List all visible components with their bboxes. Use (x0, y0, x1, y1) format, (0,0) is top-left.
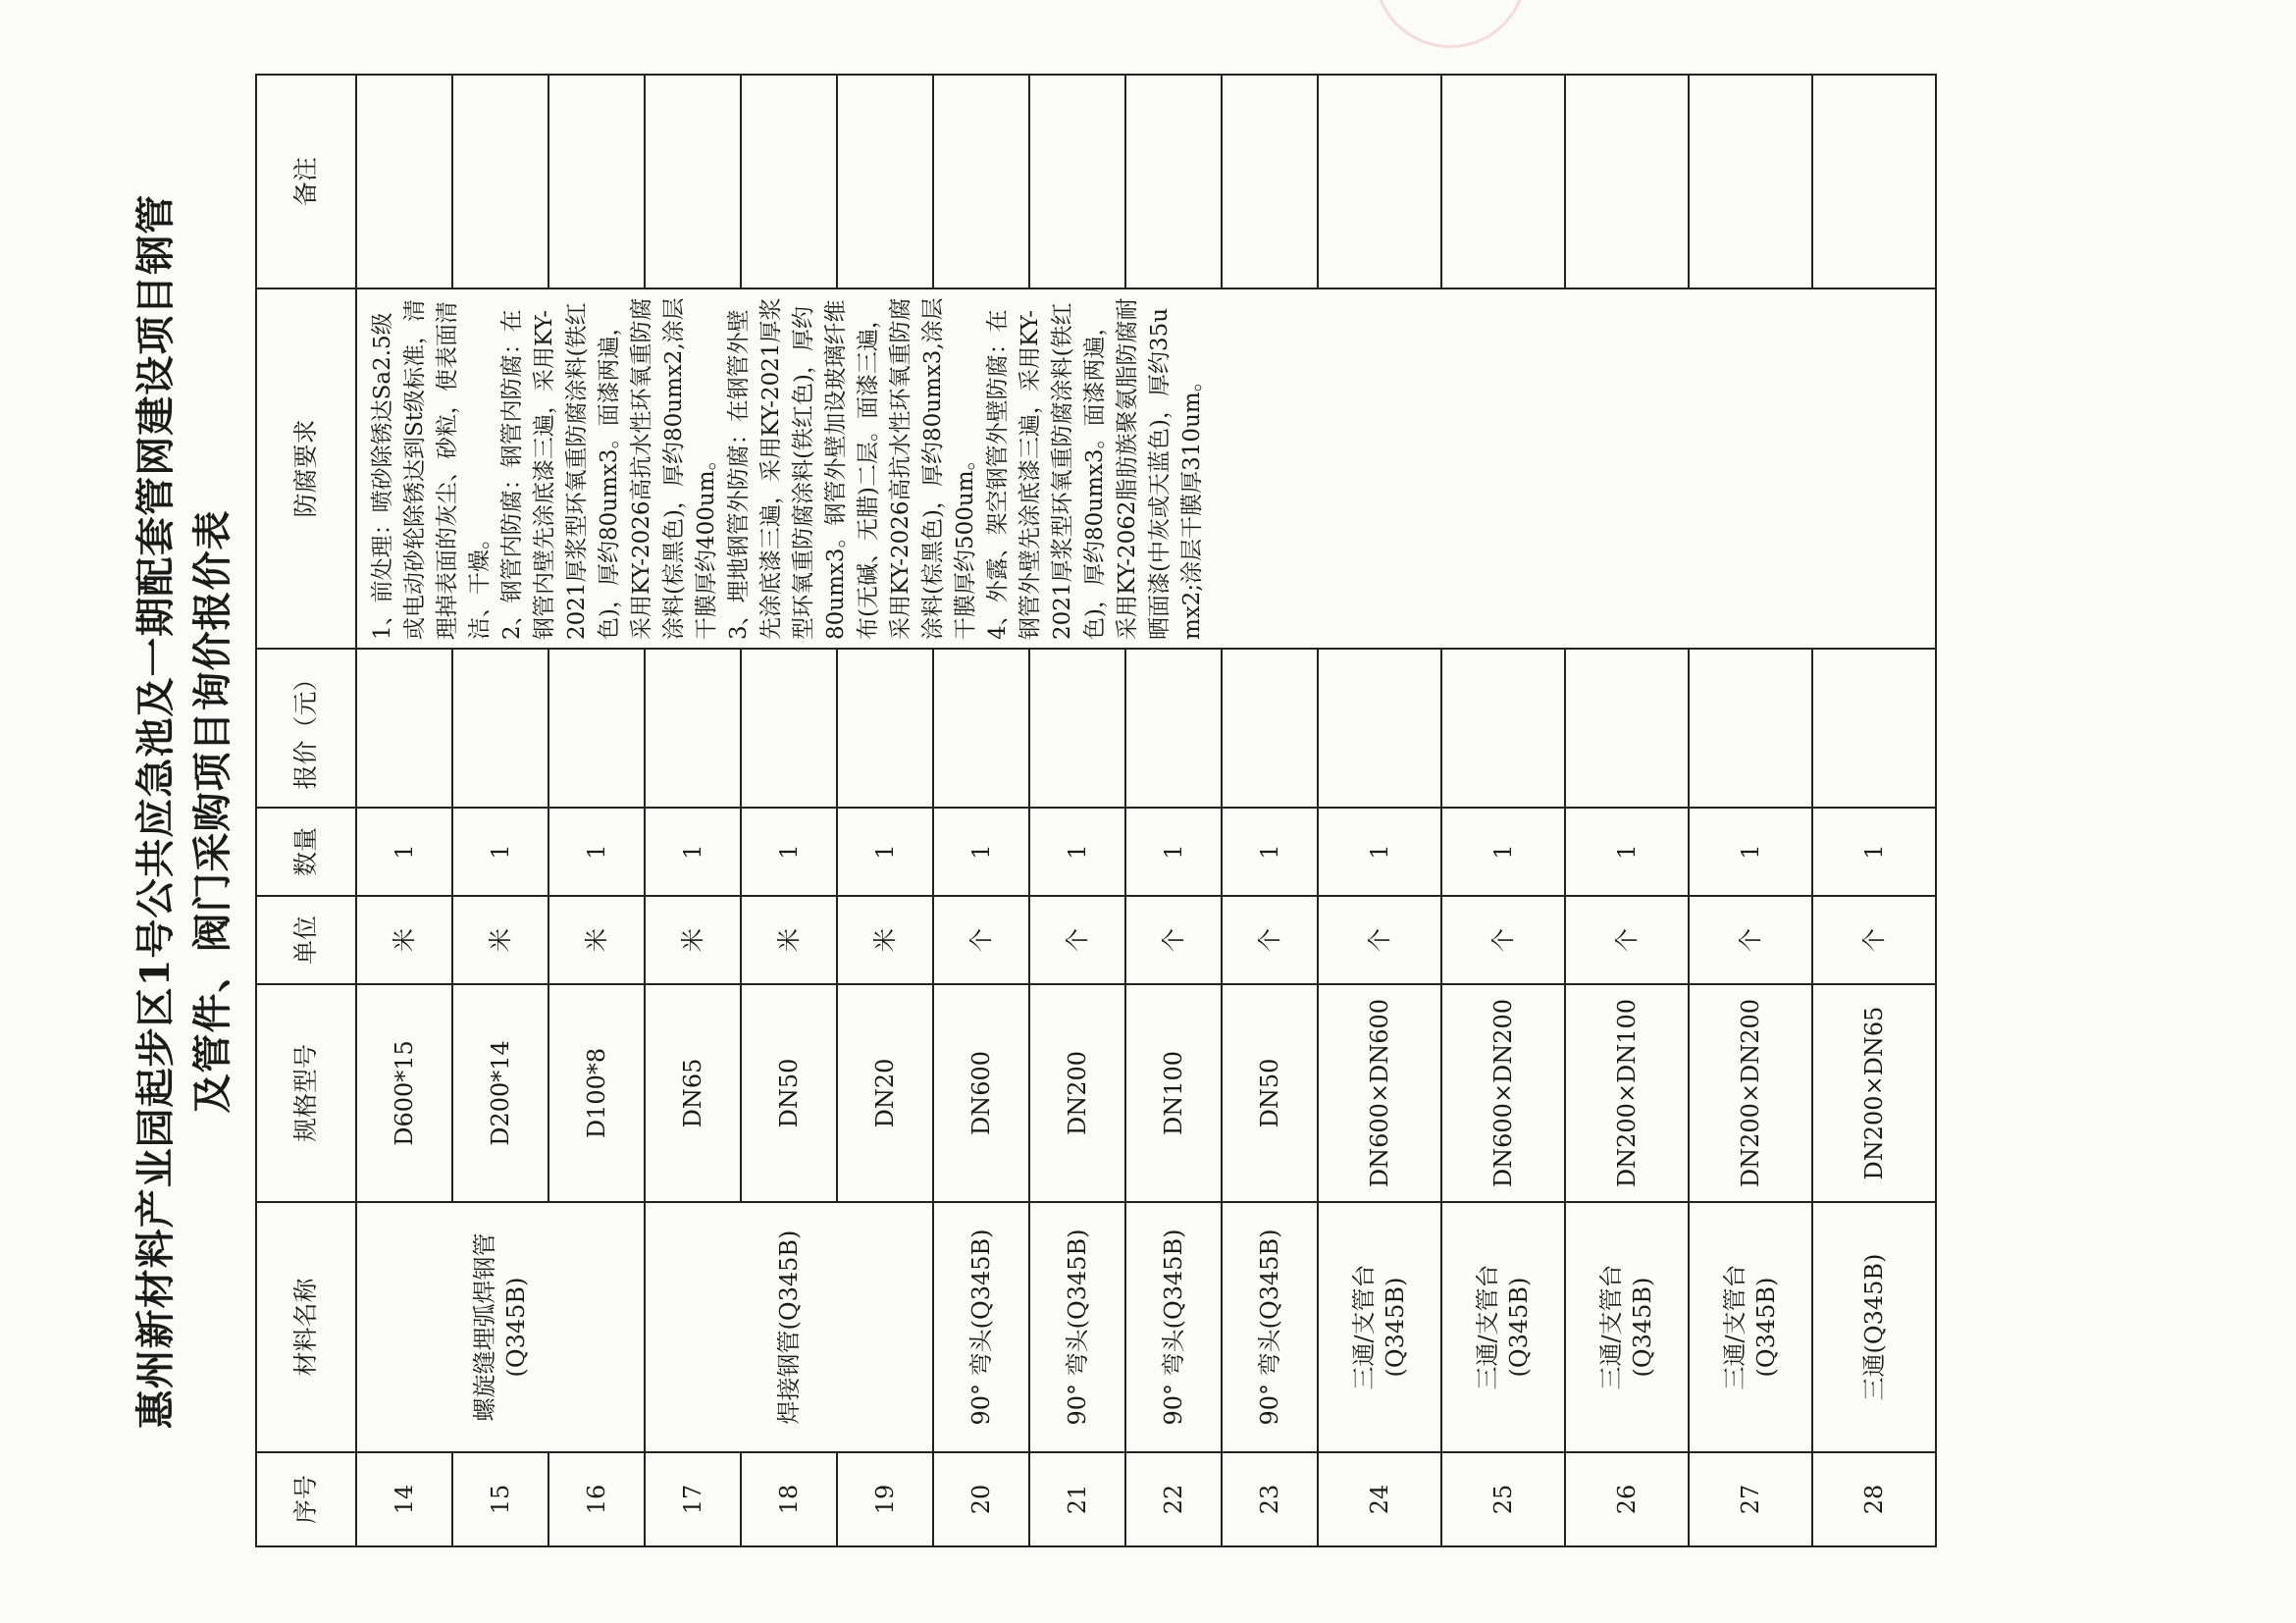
cell-qty: 1 (1222, 808, 1318, 896)
cell-qty: 1 (1812, 808, 1936, 896)
cell-seq: 19 (837, 1452, 933, 1546)
cell-spec: DN600 (933, 984, 1029, 1202)
cell-qty: 1 (548, 808, 645, 896)
cell-qty: 1 (1318, 808, 1441, 896)
cell-remark[interactable] (1689, 75, 1812, 288)
cell-remark[interactable] (1565, 75, 1689, 288)
header-name: 材料名称 (256, 1202, 356, 1452)
cell-spec: DN200×DN100 (1565, 984, 1689, 1202)
cell-remark[interactable] (837, 75, 933, 288)
cell-seq: 25 (1441, 1452, 1565, 1546)
cell-qty: 1 (1441, 808, 1565, 896)
cell-price-input[interactable] (1318, 649, 1441, 808)
cell-name: 三通/支管台 (Q345B) (1318, 1202, 1441, 1452)
cell-qty: 1 (356, 808, 452, 896)
cell-remark[interactable] (1029, 75, 1125, 288)
cell-price-input[interactable] (1565, 649, 1689, 808)
cell-unit: 米 (741, 896, 837, 984)
cell-seq: 27 (1689, 1452, 1812, 1546)
cell-spec: DN50 (1222, 984, 1318, 1202)
cell-remark[interactable] (1318, 75, 1441, 288)
cell-unit: 个 (1029, 896, 1125, 984)
cell-seq: 18 (741, 1452, 837, 1546)
cell-remark[interactable] (548, 75, 645, 288)
table-row (356, 75, 452, 1546)
cell-seq: 23 (1222, 1452, 1318, 1546)
cell-name: 90° 弯头(Q345B) (1029, 1202, 1125, 1452)
cell-spec: DN50 (741, 984, 837, 1202)
cell-seq: 16 (548, 1452, 645, 1546)
cell-name-welded-pipe: 焊接钢管(Q345B) (645, 1202, 933, 1452)
cell-spec: D200*14 (452, 984, 548, 1202)
header-seq: 序号 (256, 1452, 356, 1546)
cell-price-input[interactable] (1441, 649, 1565, 808)
cell-unit: 个 (1812, 896, 1936, 984)
header-qty: 数量 (256, 808, 356, 896)
cell-unit: 米 (548, 896, 645, 984)
cell-qty: 1 (741, 808, 837, 896)
cell-seq: 21 (1029, 1452, 1125, 1546)
header-remark: 备注 (256, 75, 356, 288)
cell-unit: 个 (933, 896, 1029, 984)
cell-price-input[interactable] (356, 649, 452, 808)
cell-unit: 个 (1125, 896, 1222, 984)
title-line-1: 惠州新材料产业园起步区1号公共应急池及一期配套管网建设项目钢管 (132, 193, 179, 1430)
cell-price-input[interactable] (1125, 649, 1222, 808)
cell-name: 90° 弯头(Q345B) (1125, 1202, 1222, 1452)
header-unit: 单位 (256, 896, 356, 984)
cell-name: 三通/支管台 (Q345B) (1689, 1202, 1812, 1452)
cell-qty: 1 (645, 808, 741, 896)
cell-remark[interactable] (356, 75, 452, 288)
cell-price-input[interactable] (837, 649, 933, 808)
cell-unit: 个 (1318, 896, 1441, 984)
cell-price-input[interactable] (1029, 649, 1125, 808)
cell-spec: DN20 (837, 984, 933, 1202)
cell-seq: 28 (1812, 1452, 1936, 1546)
cell-spec: DN600×DN200 (1441, 984, 1565, 1202)
cell-price-input[interactable] (1689, 649, 1812, 808)
cell-seq: 20 (933, 1452, 1029, 1546)
cell-remark[interactable] (1441, 75, 1565, 288)
cell-seq: 26 (1565, 1452, 1689, 1546)
cell-remark[interactable] (645, 75, 741, 288)
cell-name: 三通/支管台 (Q345B) (1565, 1202, 1689, 1452)
cell-price-input[interactable] (1812, 649, 1936, 808)
cell-spec: D600*15 (356, 984, 452, 1202)
cell-name: 90° 弯头(Q345B) (933, 1202, 1029, 1452)
cell-price-input[interactable] (741, 649, 837, 808)
quotation-table (255, 74, 1937, 1547)
cell-name: 90° 弯头(Q345B) (1222, 1202, 1318, 1452)
cell-price-input[interactable] (548, 649, 645, 808)
cell-name: 三通/支管台 (Q345B) (1441, 1202, 1565, 1452)
cell-spec: DN200 (1029, 984, 1125, 1202)
cell-qty: 1 (452, 808, 548, 896)
cell-remark[interactable] (741, 75, 837, 288)
cell-qty: 1 (1565, 808, 1689, 896)
header-anti: 防腐要求 (256, 288, 356, 649)
cell-qty: 1 (1029, 808, 1125, 896)
cell-remark[interactable] (1222, 75, 1318, 288)
cell-price-input[interactable] (452, 649, 548, 808)
cell-seq: 24 (1318, 1452, 1441, 1546)
cell-unit: 米 (837, 896, 933, 984)
cell-unit: 个 (1689, 896, 1812, 984)
cell-seq: 22 (1125, 1452, 1222, 1546)
cell-qty: 1 (1125, 808, 1222, 896)
cell-seq: 14 (356, 1452, 452, 1546)
cell-unit: 个 (1441, 896, 1565, 984)
cell-unit: 个 (1565, 896, 1689, 984)
cell-price-input[interactable] (1222, 649, 1318, 808)
cell-spec: DN600×DN600 (1318, 984, 1441, 1202)
cell-remark[interactable] (933, 75, 1029, 288)
cell-name-spiral-pipe: 螺旋缝埋弧焊钢管 (Q345B) (356, 1202, 645, 1452)
cell-anticorrosion-requirements: 1、前处理：喷砂除锈达Sa2.5级或电动砂轮除锈达到St级标准，清理掉表面的灰尘、砂粒，使表面清洁、干燥。 2、钢管内防腐：钢管内防腐：在钢管内壁先涂底漆三遍，采用KY-2021厚浆型环氧重防腐涂料(铁红色)，厚约80umx3。面漆两遍，采用KY-2026高抗水性环氧重防腐涂料(棕黑色)，厚约80umx2,涂层干膜厚约400um。 3、埋地钢管外防腐：在钢管外壁先涂底漆三遍，采用KY-2021厚浆型环氧重防腐涂料(铁红色)，厚约80umx3。钢管外壁加设玻璃纤维布(无碱、无腊)二层。面漆三遍，采用KY-2026高抗水性环氧重防腐涂料(棕黑色)，厚约80umx3,涂层干膜厚约500um。 4、外露、架空钢管外壁防腐：在钢管外壁先涂底漆三遍，采用KY-2021厚浆型环氧重防腐涂料(铁红色)，厚约80umx3。面漆两遍，采用KY-2062脂肪族聚氨脂防腐耐晒面漆(中灰或天蓝色)，厚约35umx2;涂层干膜厚310um。 (356, 288, 1936, 649)
cell-qty: 1 (837, 808, 933, 896)
cell-name: 三通(Q345B) (1812, 1202, 1936, 1452)
cell-unit: 米 (452, 896, 548, 984)
cell-remark[interactable] (452, 75, 548, 288)
document-title (128, 147, 241, 1476)
cell-price-input[interactable] (645, 649, 741, 808)
cell-remark[interactable] (1812, 75, 1936, 288)
cell-spec: D100*8 (548, 984, 645, 1202)
cell-seq: 17 (645, 1452, 741, 1546)
cell-unit: 米 (645, 896, 741, 984)
cell-spec: DN200×DN65 (1812, 984, 1936, 1202)
cell-spec: DN100 (1125, 984, 1222, 1202)
table-header-row (256, 75, 356, 1546)
cell-unit: 个 (1222, 896, 1318, 984)
cell-price-input[interactable] (933, 649, 1029, 808)
cell-unit: 米 (356, 896, 452, 984)
cell-spec: DN65 (645, 984, 741, 1202)
cell-seq: 15 (452, 1452, 548, 1546)
cell-remark[interactable] (1125, 75, 1222, 288)
cell-qty: 1 (1689, 808, 1812, 896)
cell-qty: 1 (933, 808, 1029, 896)
faint-stamp-mark (1374, 0, 1527, 48)
title-line-2: 及管件、阀门采购项目询价报价表 (189, 509, 235, 1114)
header-price: 报价（元） (256, 649, 356, 808)
header-spec: 规格型号 (256, 984, 356, 1202)
cell-spec: DN200×DN200 (1689, 984, 1812, 1202)
